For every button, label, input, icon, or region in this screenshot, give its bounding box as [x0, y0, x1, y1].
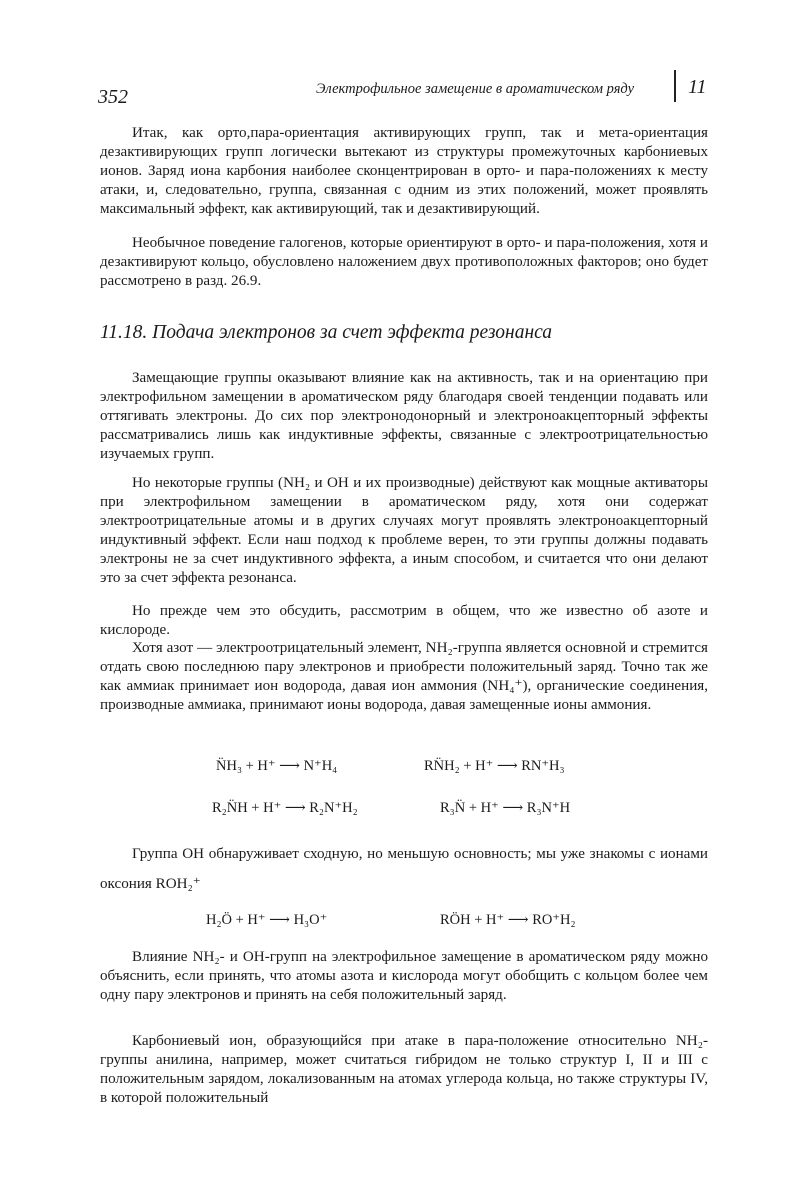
- header-divider: [674, 70, 676, 102]
- chapter-number: 11: [688, 76, 707, 98]
- equation-primary-amine: RN̈H₂ + H⁺ ⟶ RN⁺H₃: [424, 758, 565, 774]
- paragraph-8: Влияние NH₂- и OH-групп на электрофильное замещение в ароматическом ряду можно объяснить, если принять, что атомы азота и кислорода могут обобщить с кольцом более чем одну пару электронов и принять на себя положительный заряд.: [100, 949, 708, 1003]
- equation-alcohol: RÖH + H⁺ ⟶ RO⁺H₂: [440, 912, 576, 928]
- equation-water: H₂Ö + H⁺ ⟶ H₃O⁺: [206, 912, 328, 928]
- paragraph-2: Необычное поведение галогенов, которые ориентируют в орто- и пара-положения, хотя и дезактивируют кольцо, обусловлено наложением двух противоположных факторов; оно будет рассмотрено в разд. 26.9.: [100, 235, 708, 289]
- paragraph-5: Но прежде чем это обсудить, рассмотрим в общем, что же известно об азоте и кислороде.: [100, 603, 708, 638]
- running-title: Электрофильное замещение в ароматическом ряду: [316, 81, 635, 97]
- paragraph-6: Хотя азот — электроотрицательный элемент, NH₂-группа является основной и стремится отдать свою последнюю пару электронов и приобрести положительный заряд. Точно так же как аммиак принимает ион водорода, давая ион аммония (NH₄⁺), органические соединения, производные аммиака, принимают ионы водорода, давая замещенные ионы аммония.: [100, 640, 708, 713]
- equation-secondary-amine: R₂N̈H + H⁺ ⟶ R₂N⁺H₂: [212, 800, 358, 816]
- section-heading: 11.18. Подача электронов за счет эффекта резонанса: [100, 322, 553, 343]
- equation-ammonia: N̈H₃ + H⁺ ⟶ N⁺H₄: [216, 758, 338, 774]
- paragraph-7: Группа OH обнаруживает сходную, но меньшую основность; мы уже знакомы с ионами оксония ROH₂⁺: [100, 846, 708, 892]
- paragraph-3: Замещающие группы оказывают влияние как на активность, так и на ориентацию при электрофильном замещении в ароматическом ряду благодаря своей тенденции подавать или оттягивать электроны. До сих пор электронодонорный и электроноакцепторный эффекты рассматривались лишь как индуктивные эффекты, связанные с электроотрицательностью изучаемых групп.: [100, 370, 708, 462]
- page-number: 352: [98, 86, 128, 108]
- paragraph-1: Итак, как орто,пара-ориентация активирующих групп, так и мета-ориентация дезактивирующих групп логически вытекают из структуры промежуточных карбониевых ионов. Заряд иона карбония наиболее сконцентрирован в орто- и пара-положениях к месту атаки, и, следовательно, группа, связанная с одним из этих положений, может проявлять максимальный эффект, как активирующий, так и дезактивирующий.: [100, 125, 708, 217]
- equation-tertiary-amine: R₃N̈ + H⁺ ⟶ R₃N⁺H: [440, 800, 571, 816]
- paragraph-4: Но некоторые группы (NH₂ и OH и их производные) действуют как мощные активаторы при электрофильном замещении в ароматическом ряду, хотя они содержат электроотрицательные атомы и в других случаях могут проявлять электроноакцепторный индуктивный эффект. Если наш подход к проблеме верен, то эти группы должны подавать электроны не за счет индуктивного эффекта, а иным способом, и считается что они делают это за счет эффекта резонанса.: [100, 475, 708, 586]
- paragraph-9: Карбониевый ион, образующийся при атаке в пара-положение относительно NH₂-группы анилина, например, может считаться гибридом не только структур I, II и III с положительным зарядом, локализованным на атомах углерода кольца, но также структуры IV, в которой положительный: [100, 1033, 708, 1106]
